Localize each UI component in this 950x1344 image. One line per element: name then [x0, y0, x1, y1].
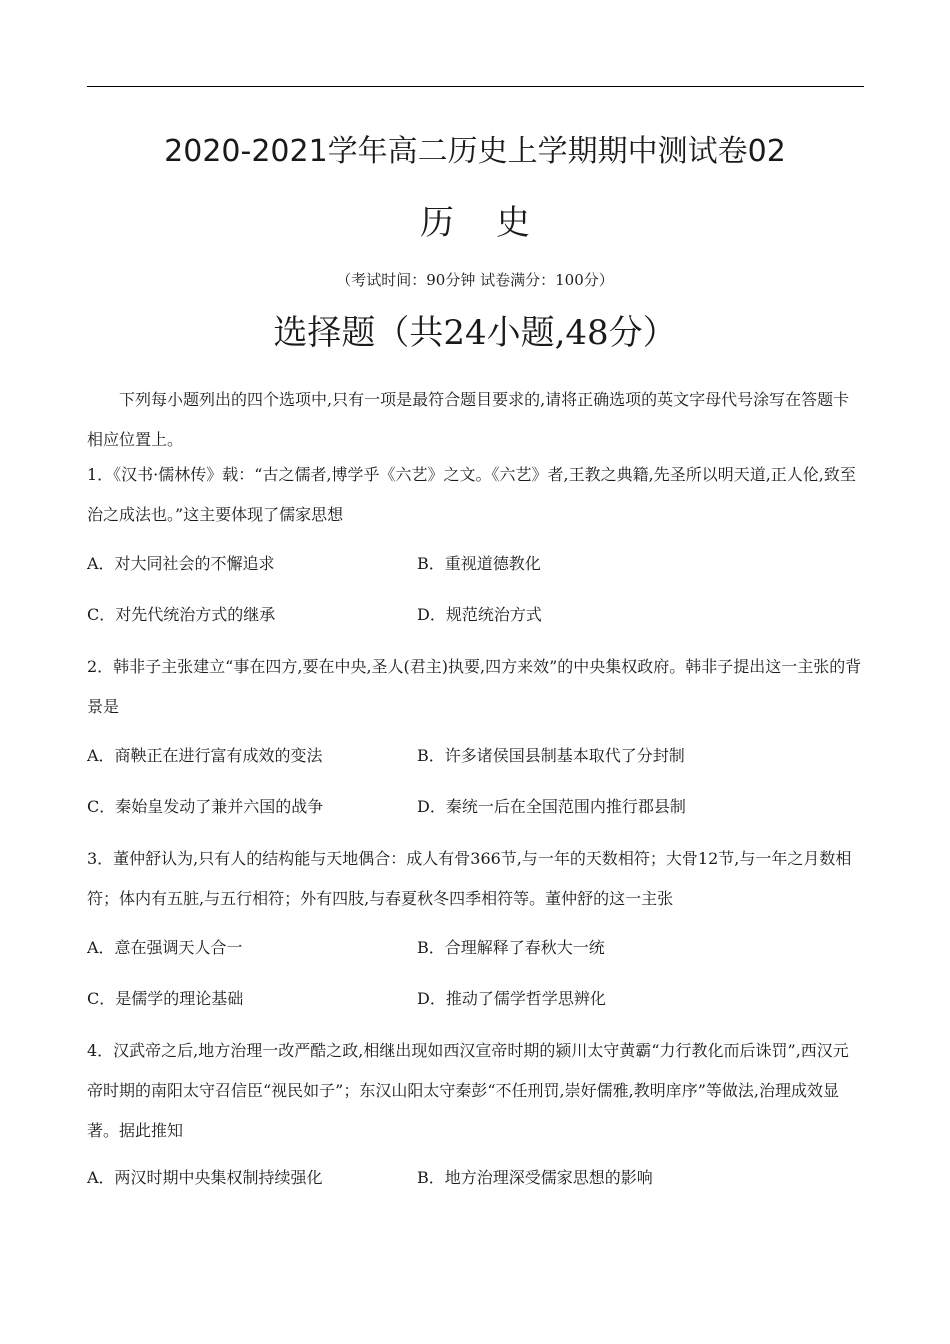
option-row	[87, 988, 864, 1010]
exam-info: （考试时间：90分钟 试卷满分：100分）	[336, 271, 614, 289]
option-row	[87, 553, 864, 575]
option: A．意在强调天人合一	[87, 938, 243, 957]
option: A．对大同社会的不懈追求	[87, 554, 275, 573]
option: A．商鞅正在进行富有成效的变法	[87, 746, 323, 765]
header-rule	[87, 86, 864, 87]
option: D．秦统一后在全国范围内推行郡县制	[417, 797, 686, 816]
option: A．两汉时期中央集权制持续强化	[87, 1168, 323, 1187]
section-instruction: 下列每小题列出的四个选项中,只有一项是最符合题目要求的,请将正确选项的英文字母代号涂写在答题卡相应位置上。	[87, 390, 850, 449]
option: C．是儒学的理论基础	[87, 989, 244, 1008]
question-stem: 4．汉武帝之后,地方治理一改严酷之政,相继出现如西汉宣帝时期的颍川太守黄霸“力行教化而后诛罚”,西汉元帝时期的南阳太守召信臣“视民如子”；东汉山阳太守秦彭“不任刑罚,崇好儒雅,教明庠序”等做法,治理成效显著。据此推知	[87, 1041, 849, 1140]
subject-char: 史	[496, 203, 530, 243]
option: D．推动了儒学哲学思辨化	[417, 989, 606, 1008]
option: B．重视道德教化	[417, 554, 541, 573]
option-row	[87, 937, 864, 959]
option: B．合理解释了春秋大一统	[417, 938, 605, 957]
option-row	[87, 796, 864, 818]
option: C．对先代统治方式的继承	[87, 605, 276, 624]
question-stem: 1．《汉书·儒林传》载：“古之儒者,博学乎《六艺》之文。《六艺》者,王教之典籍,先圣所以明天道,正人伦,致至治之成法也。”这主要体现了儒家思想	[87, 465, 856, 524]
option: C．秦始皇发动了兼并六国的战争	[87, 797, 324, 816]
question-stem: 2．韩非子主张建立“事在四方,要在中央,圣人(君主)执要,四方来效”的中央集权政府。韩非子提出这一主张的背景是	[87, 657, 862, 716]
page-title: 2020-2021学年高二历史上学期期中测试卷02	[164, 134, 786, 169]
option: B．地方治理深受儒家思想的影响	[417, 1168, 653, 1187]
option: B．许多诸侯国县制基本取代了分封制	[417, 746, 685, 765]
subject-char: 历	[420, 203, 454, 243]
option: D．规范统治方式	[417, 605, 542, 624]
option-row	[87, 745, 864, 767]
option-row	[87, 1167, 864, 1189]
question-stem: 3．董仲舒认为,只有人的结构能与天地偶合：成人有骨366节,与一年的天数相符；大骨12节,与一年之月数相符；体内有五脏,与五行相符；外有四肢,与春夏秋冬四季相符等。董仲舒的这一主张	[87, 849, 852, 908]
option-row	[87, 604, 864, 626]
section-title: 选择题（共24小题,48分）	[273, 313, 677, 353]
subject-heading	[0, 202, 950, 244]
